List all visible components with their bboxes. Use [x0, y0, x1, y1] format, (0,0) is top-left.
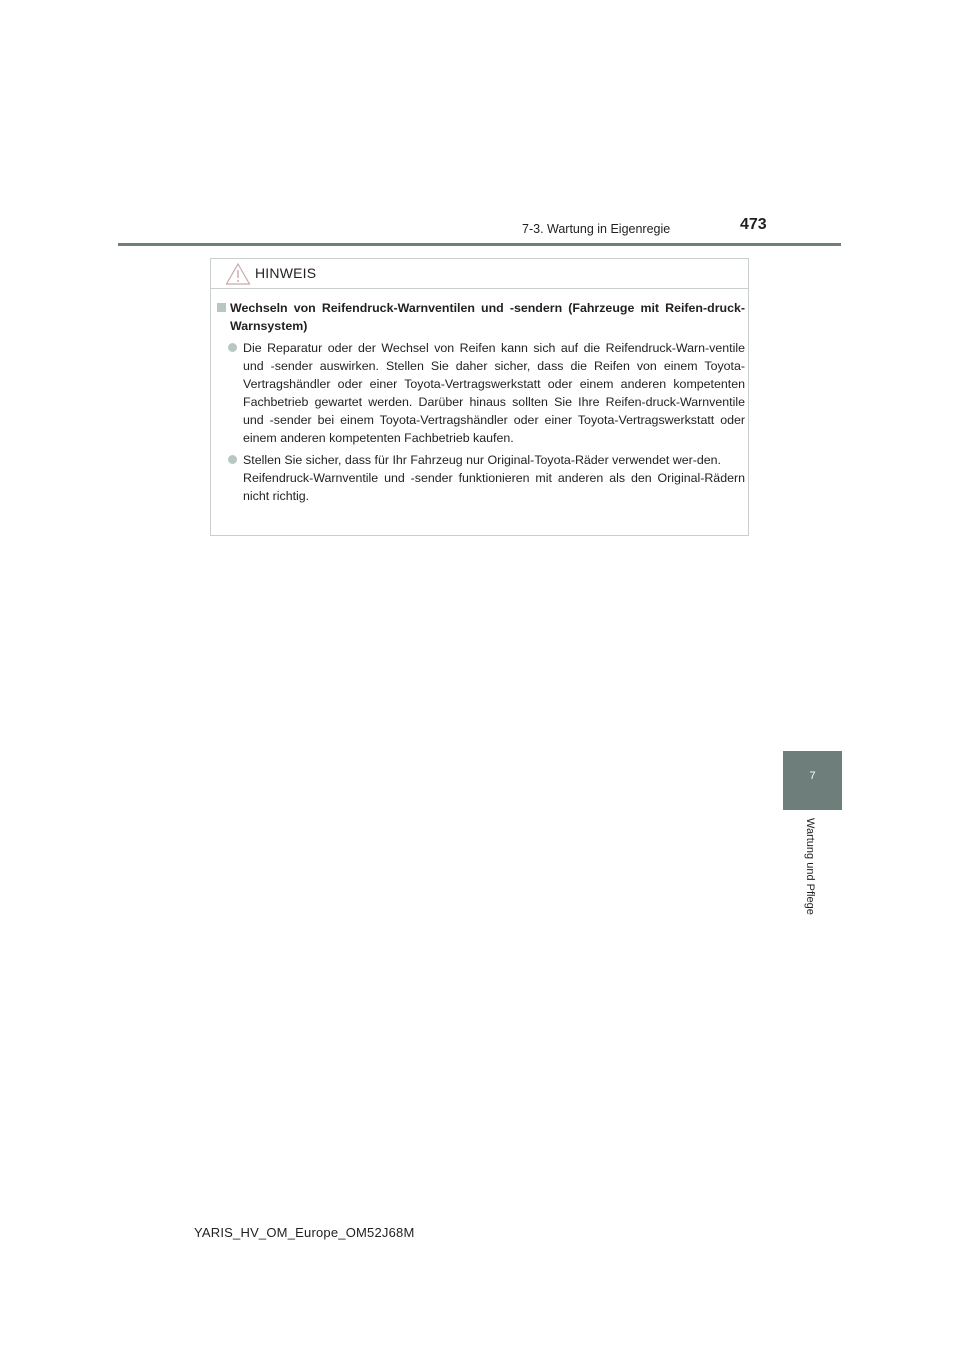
notice-header: [211, 259, 748, 289]
notice-box: [210, 258, 749, 536]
notice-label: HINWEIS: [255, 265, 317, 281]
notice-heading: [215, 299, 745, 335]
square-bullet-icon: [217, 303, 226, 312]
chapter-title: Wartung und Pflege: [804, 818, 816, 915]
header-rule: [118, 243, 841, 246]
list-item: [215, 451, 745, 505]
list-item-text: Die Reparatur oder der Wechsel von Reifen kann sich auf die Reifendruck-Warn-ventile und -sender auswirken. Stellen Sie daher sicher, dass die Reifen von einem Toyota-Vertragshändler oder einer Toyota-Vertragswerkstatt oder einem anderen kompetenten Fachbetrieb gewartet werden. Darüber hinaus sollten Sie Ihre Reifen-druck-Warnventile und -sender bei einem Toyota-Vertragshändler oder einer Toyota-Vertragswerkstatt oder einem anderen kompetenten Fachbetrieb kaufen.: [243, 341, 745, 445]
round-bullet-icon: [228, 455, 237, 464]
warning-triangle-icon: [225, 262, 251, 286]
chapter-tab-number: 7: [809, 770, 816, 782]
list-item: [215, 339, 745, 447]
list-item-text: Stellen Sie sicher, dass für Ihr Fahrzeug nur Original-Toyota-Räder verwendet wer-den.: [243, 453, 721, 467]
notice-body: [215, 299, 745, 505]
page-number: 473: [740, 216, 767, 233]
round-bullet-icon: [228, 343, 237, 352]
list-item-text-continued: Reifendruck-Warnventile und -sender funktionieren mit anderen als den Original-Rädern nicht richtig.: [243, 471, 745, 503]
header-section-title: 7-3. Wartung in Eigenregie: [522, 222, 671, 236]
footer-document-code: YARIS_HV_OM_Europe_OM52J68M: [194, 1225, 415, 1240]
notice-heading-text: Wechseln von Reifendruck-Warnventilen und -sendern (Fahrzeuge mit Reifen-druck-Warnsystem): [230, 301, 745, 333]
chapter-tab: [783, 751, 842, 810]
